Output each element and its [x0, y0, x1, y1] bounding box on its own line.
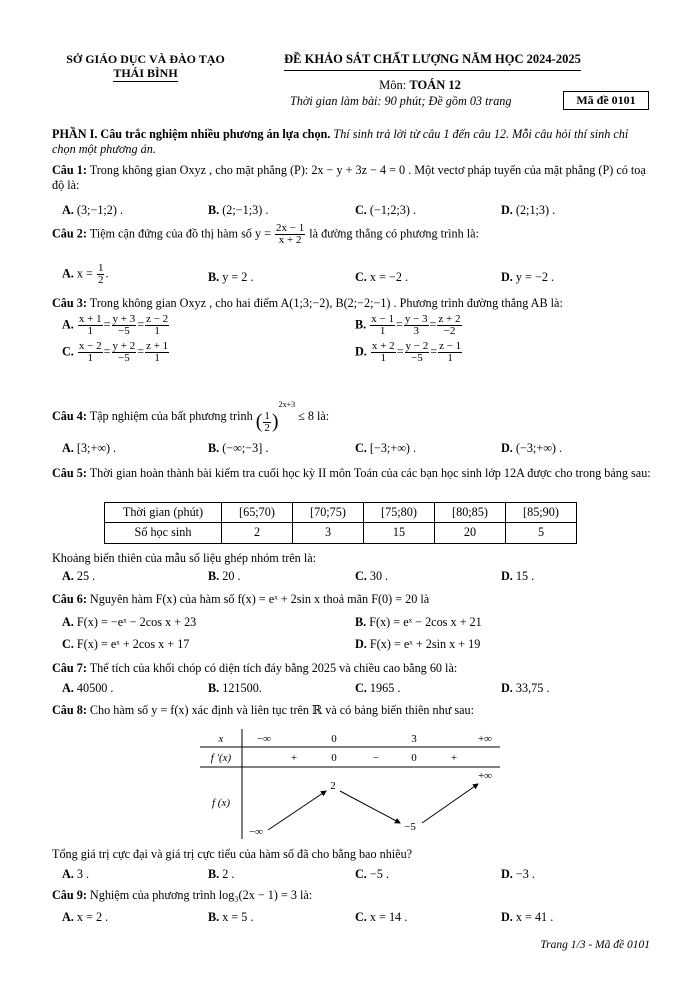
q8-option-c — [355, 867, 389, 882]
q8-d: −3 . — [515, 867, 535, 881]
q6-option-b — [355, 615, 482, 630]
q3-d-f2 — [405, 341, 430, 364]
q8-option-a — [62, 867, 89, 882]
opt-label: B. — [208, 270, 220, 284]
opt-label: C. — [62, 344, 74, 359]
q3-a-f3 — [145, 314, 169, 337]
question-2 — [52, 223, 479, 246]
q7-d: 33,75 . — [515, 681, 550, 695]
question-8 — [52, 703, 474, 718]
vt-sign: 0 — [411, 752, 417, 764]
frac-num: y − 3 — [404, 313, 428, 325]
q6-option-d — [355, 637, 480, 652]
frac-num: x + 1 — [78, 313, 102, 325]
q9-b: x = 5 . — [222, 910, 254, 924]
question-4 — [52, 400, 329, 435]
q3-label: Câu 3: — [52, 296, 87, 310]
q9-option-c — [355, 910, 407, 925]
table-cell: 5 — [506, 523, 577, 543]
opt-label: A. — [62, 681, 74, 695]
q2-a-fraction — [97, 263, 105, 286]
q1-c: (−1;2;3) . — [369, 203, 417, 217]
q9-option-d — [501, 910, 553, 925]
q6-text: Nguyên hàm F(x) của hàm số f(x) = eˣ + 2sin x thoả mãn F(0) = 20 là — [86, 592, 430, 606]
q4-post: ≤ 8 là: — [295, 409, 330, 424]
q2-c: x = −2 . — [369, 270, 409, 284]
q3-a-f1 — [78, 314, 103, 337]
frac-num: x + 2 — [371, 340, 395, 352]
q8-label: Câu 8: — [52, 703, 87, 717]
q5-label: Câu 5: — [52, 466, 87, 480]
q7-option-b — [208, 681, 262, 696]
q3-option-c: C. $\frac{x - 2}{1}$ = $\frac{y + 2}{-5}$ = $\frac{z + 1}{1}$ — [62, 340, 169, 364]
part1-instruction: Thí sinh trả lời từ câu 1 đến câu 12. Mỗi câu hỏi thí sinh chỉ chọn một phương án. — [52, 127, 629, 157]
q9-option-b — [208, 910, 253, 925]
q1-option-c — [355, 203, 416, 218]
opt-label: A. — [62, 441, 74, 455]
frac-num: y − 2 — [405, 340, 429, 352]
vt-arrow-up — [268, 791, 326, 830]
q9-d: x = 41 . — [515, 910, 554, 924]
q7-label: Câu 7: — [52, 661, 87, 675]
q9-label: Câu 9: — [52, 888, 87, 902]
frac-num: x − 1 — [371, 313, 394, 325]
q5-frequency-table — [104, 502, 577, 544]
table-cell: [85;90) — [506, 503, 577, 523]
header-title-block — [270, 52, 595, 71]
org-line2: THÁI BÌNH — [113, 66, 178, 80]
opt-label: B. — [208, 681, 220, 695]
q2-num: 2x − 1 — [276, 222, 305, 234]
frac-den: −5 — [118, 352, 130, 364]
q3-c-f1 — [78, 341, 103, 364]
frac-den: 1 — [379, 325, 386, 337]
vt-sign: 0 — [331, 752, 337, 764]
table-row — [105, 523, 577, 543]
q2-a-post: . — [105, 266, 109, 281]
opt-label: D. — [501, 867, 513, 881]
q3-option-b: B. $\frac{x - 1}{1}$ = $\frac{y - 3}{3}$ = $\frac{z + 2}{-2}$ — [355, 313, 461, 337]
frac-den: 1 — [154, 325, 160, 337]
q3-option-a: A. $\frac{x + 1}{1}$ = $\frac{y + 3}{-5}$ = $\frac{z - 2}{1}$ — [62, 313, 169, 337]
question-5 — [52, 466, 652, 481]
frac-den: 1 — [87, 325, 94, 337]
q5-option-a — [62, 569, 95, 584]
q4-option-d — [501, 441, 562, 456]
vt-x0: −∞ — [256, 733, 272, 745]
q7-text: Thể tích của khối chóp có diện tích đáy bằng 2025 và chiều cao bằng 60 là: — [86, 661, 458, 675]
vt-f2: −5 — [404, 821, 416, 833]
opt-label: C. — [355, 569, 367, 583]
part1-heading — [52, 127, 652, 158]
q8-c: −5 . — [369, 867, 389, 881]
q2-option-b — [208, 270, 253, 285]
q3-b-f3 — [437, 314, 461, 337]
q4-option-a — [62, 441, 116, 456]
q5-b: 20 . — [222, 569, 241, 583]
frac-num: x − 2 — [78, 340, 102, 352]
table-cell: [65;70) — [222, 503, 293, 523]
q2-den: x + 2 — [278, 234, 302, 246]
q7-option-a — [62, 681, 113, 696]
q8-option-b — [208, 867, 234, 882]
opt-label: C. — [355, 270, 367, 284]
vt-x-label: x — [218, 733, 224, 745]
opt-label: D. — [501, 569, 513, 583]
q3-d-f3 — [438, 341, 462, 364]
opt-label: A. — [62, 910, 74, 924]
q3-c-f3 — [145, 341, 169, 364]
variation-table — [200, 729, 500, 839]
vt-arrow-up — [422, 784, 478, 823]
exam-code-box: Mã đề 0101 — [563, 91, 649, 110]
q4-power: ( $\frac{1}{2}$ )$^{2x+3}$ — [255, 400, 296, 434]
opt-label: B. — [208, 867, 220, 881]
q3-b-f1 — [370, 314, 395, 337]
q2-b: y = 2 . — [222, 270, 254, 284]
q8-b: 2 . — [222, 867, 235, 881]
q6-option-a — [62, 615, 196, 630]
q6-label: Câu 6: — [52, 592, 87, 606]
q2-fraction — [275, 223, 305, 246]
q5-option-b — [208, 569, 241, 584]
time-note: Thời gian làm bài: 90 phút; Đề gồm 03 trang — [290, 94, 512, 108]
header-organization — [58, 52, 233, 82]
opt-label: B. — [355, 317, 367, 332]
opt-label: A. — [62, 203, 74, 217]
vt-arrow-down — [340, 791, 400, 823]
opt-label: C. — [355, 203, 367, 217]
opt-label: B. — [208, 441, 220, 455]
q2-a-num: 1 — [97, 262, 104, 274]
table-cell: [70;75) — [293, 503, 364, 523]
opt-label: D. — [501, 910, 513, 924]
table-row-header: Thời gian (phút) — [105, 503, 222, 523]
vt-f0: −∞ — [248, 826, 264, 838]
q5-text: Thời gian hoàn thành bài kiểm tra cuối học kỳ II môn Toán của các bạn học sinh lớp 12A được cho trong bảng sau: — [86, 466, 651, 480]
question-7 — [52, 661, 457, 676]
org-line1: SỞ GIÁO DỤC VÀ ĐÀO TẠO — [66, 52, 225, 66]
q4-d: (−3;+∞) . — [515, 441, 563, 455]
opt-label: B. — [355, 615, 367, 629]
vt-sign: + — [290, 752, 298, 764]
opt-label: B. — [208, 910, 220, 924]
q4-option-c — [355, 441, 416, 456]
table-row — [105, 503, 577, 523]
q2-post: là đường thẳng có phương trình là: — [306, 226, 479, 241]
q9-text: Nghiệm của phương trình log₃(2x − 1) = 3 là: — [86, 888, 313, 902]
opt-label: A. — [62, 569, 74, 583]
exam-title: ĐỀ KHẢO SÁT CHẤT LƯỢNG NĂM HỌC 2024-2025 — [284, 52, 581, 71]
part1-title: PHẦN I. Câu trắc nghiệm nhiều phương án lựa chọn. — [52, 127, 331, 141]
q4-pre: Tập nghiệm của bất phương trình — [86, 409, 256, 424]
q4-a: [3;+∞) . — [76, 441, 117, 455]
opt-label: D. — [355, 637, 367, 651]
q6-d: F(x) = eˣ + 2sin x + 19 — [369, 637, 481, 651]
opt-label: A. — [62, 615, 74, 629]
q1-a: (3;−1;2) . — [76, 203, 124, 217]
question-9 — [52, 888, 312, 903]
q2-option-d — [501, 270, 554, 285]
frac-den: 1 — [447, 352, 453, 364]
frac-num: y + 3 — [112, 313, 136, 325]
q1-option-a — [62, 203, 123, 218]
frac-num: z + 1 — [146, 340, 169, 352]
table-cell: 20 — [435, 523, 506, 543]
q6-a: F(x) = −eˣ − 2cos x + 23 — [76, 615, 197, 629]
q1-text: Trong không gian Oxyz , cho mặt phẳng (P): 2x − y + 3z − 4 = 0 . Một vectơ pháp tuyến của mặt phẳng (P) có toạ độ là: — [52, 163, 646, 193]
q4-b: (−∞;−3] . — [222, 441, 269, 455]
q3-a-f2 — [112, 314, 137, 337]
opt-label: C. — [355, 910, 367, 924]
q3-option-d: D. $\frac{x + 2}{1}$ = $\frac{y - 2}{-5}$ = $\frac{z - 1}{1}$ — [355, 340, 462, 364]
opt-label: C. — [355, 681, 367, 695]
opt-label: D. — [501, 441, 513, 455]
subject-label: Môn: — [379, 78, 410, 92]
vt-sign: − — [372, 752, 380, 764]
vt-x3: +∞ — [477, 733, 493, 745]
q2-label: Câu 2: — [52, 226, 87, 241]
q1-b: (2;−1;3) . — [222, 203, 269, 217]
q8-text: Cho hàm số y = f(x) xác định và liên tục trên ℝ và có bảng biến thiên như sau: — [86, 703, 474, 717]
q7-b: 121500. — [222, 681, 262, 695]
opt-label: A. — [62, 867, 74, 881]
subject: TOÁN 12 — [409, 78, 461, 92]
vt-fp-label: f ′(x) — [210, 752, 232, 764]
q8-a: 3 . — [76, 867, 90, 881]
q7-c: 1965 . — [369, 681, 401, 695]
frac-den: 1 — [380, 352, 387, 364]
vt-sign: + — [450, 752, 458, 764]
q4-c: [−3;+∞) . — [369, 441, 417, 455]
frac-den: 3 — [413, 325, 419, 337]
q5-option-d — [501, 569, 534, 584]
table-cell: 15 — [364, 523, 435, 543]
frac-den: 1 — [154, 352, 160, 364]
opt-label: B. — [208, 203, 220, 217]
q5-option-c — [355, 569, 388, 584]
q3-b-f2 — [404, 314, 429, 337]
frac-den: −5 — [118, 325, 130, 337]
question-3 — [52, 296, 563, 311]
q5-after: Khoảng biến thiên của mẫu số liệu ghép nhóm trên là: — [52, 551, 316, 565]
opt-label: A. — [62, 266, 74, 281]
q7-a: 40500 . — [76, 681, 114, 695]
q4-option-b — [208, 441, 268, 456]
table-cell: 2 — [222, 523, 293, 543]
table-cell: [80;85) — [435, 503, 506, 523]
q5-d: 15 . — [515, 569, 535, 583]
q4-exponent: 2x+3 — [278, 400, 296, 409]
frac-den: −5 — [411, 352, 423, 364]
opt-label: D. — [355, 344, 367, 359]
q8-option-d — [501, 867, 535, 882]
q1-option-d — [501, 203, 555, 218]
question-6 — [52, 592, 429, 607]
frac-den: −2 — [443, 325, 456, 337]
q1-label: Câu 1: — [52, 163, 87, 177]
frac-num: z − 2 — [146, 313, 169, 325]
q6-c: F(x) = eˣ + 2cos x + 17 — [76, 637, 190, 651]
opt-label: D. — [501, 270, 513, 284]
opt-label: C. — [355, 441, 367, 455]
opt-label: C. — [355, 867, 367, 881]
table-cell: [75;80) — [364, 503, 435, 523]
q5-c: 30 . — [369, 569, 389, 583]
opt-label: D. — [501, 681, 513, 695]
q3-d-f1 — [371, 341, 396, 364]
vt-f1: 2 — [330, 780, 336, 792]
q9-option-a — [62, 910, 108, 925]
page-footer: Trang 1/3 - Mã đề 0101 — [540, 939, 650, 951]
q9-a: x = 2 . — [76, 910, 109, 924]
q7-option-c — [355, 681, 400, 696]
frac-num: z − 1 — [439, 340, 462, 352]
q1-option-b — [208, 203, 268, 218]
q2-option-a — [62, 263, 109, 286]
q5-a: 25 . — [76, 569, 96, 583]
subject-line — [270, 78, 570, 94]
frac-num: y + 2 — [112, 340, 136, 352]
vt-f-label: f (x) — [211, 797, 231, 809]
frac-den: 1 — [87, 352, 94, 364]
q2-option-c — [355, 270, 408, 285]
question-1 — [52, 163, 652, 194]
frac-num: z + 2 — [438, 313, 461, 325]
q8-after: Tổng giá trị cực đại và giá trị cực tiểu của hàm số đã cho bằng bao nhiêu? — [52, 847, 413, 861]
q4-label: Câu 4: — [52, 409, 87, 424]
q2-a-pre: x = — [76, 266, 96, 281]
table-cell: 3 — [293, 523, 364, 543]
vt-x2: 3 — [411, 733, 417, 745]
vt-f3: +∞ — [477, 770, 493, 782]
vt-x1: 0 — [331, 733, 337, 745]
q7-option-d — [501, 681, 549, 696]
q2-pre: Tiệm cận đứng của đồ thị hàm số y = — [86, 226, 275, 241]
q3-c-f2 — [112, 341, 137, 364]
opt-label: A. — [62, 317, 74, 332]
opt-label: D. — [501, 203, 513, 217]
q6-option-c — [62, 637, 189, 652]
opt-label: C. — [62, 637, 74, 651]
q3-text: Trong không gian Oxyz , cho hai điểm A(1;3;−2), B(2;−2;−1) . Phương trình đường thẳng AB là: — [86, 296, 563, 310]
q2-a-den: 2 — [97, 274, 104, 286]
opt-label: B. — [208, 569, 220, 583]
table-row-header: Số học sinh — [105, 523, 222, 543]
q6-b: F(x) = eˣ − 2cos x + 21 — [369, 615, 482, 629]
q1-d: (2;1;3) . — [515, 203, 556, 217]
q2-d: y = −2 . — [515, 270, 555, 284]
q9-c: x = 14 . — [369, 910, 408, 924]
